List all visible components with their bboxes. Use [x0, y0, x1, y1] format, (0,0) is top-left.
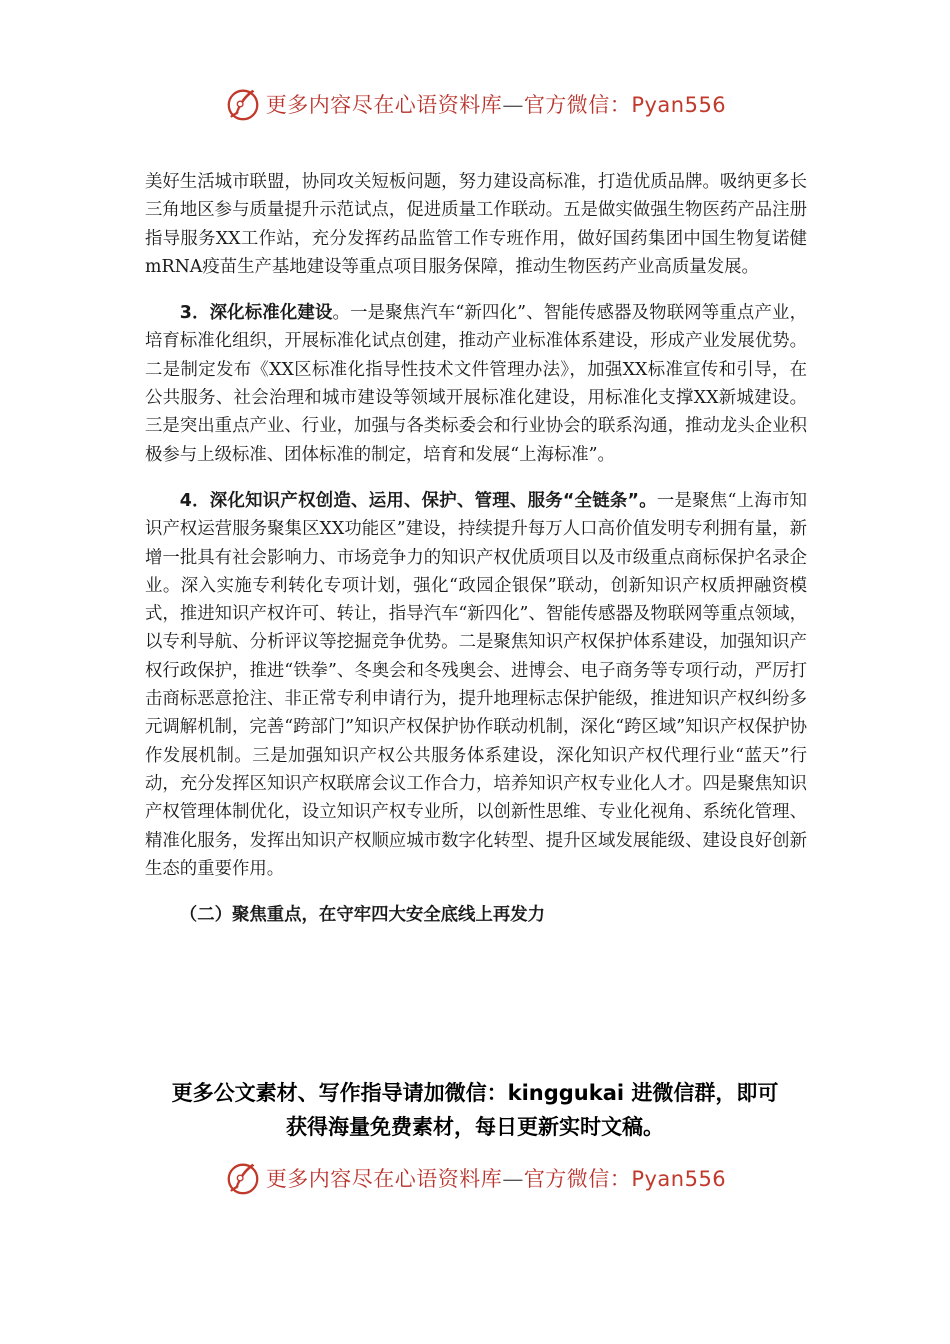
wechat-id: Pyan556: [631, 1167, 727, 1191]
paragraph-heading: 4．深化知识产权创造、运用、保护、管理、服务“全链条”。: [179, 490, 657, 511]
wechat-id: Pyan556: [631, 93, 727, 117]
paragraph-quality: 美好生活城市联盟，协同攻关短板问题，努力建设高标准，打造优质品牌。吸纳更多长三角地区参与质量提升示范试点，促进质量工作联动。五是做实做强生物医药产品注册指导服务XX工作站，充分发挥药品监管工作专班作用，做好国药集团中国生物复诺健mRNA疫苗生产基地建设等重点项目服务保障，推动生物医药产业高质量发展。: [145, 172, 807, 277]
paragraph-heading: 3．深化标准化建设: [179, 303, 333, 324]
document-body: [145, 168, 807, 947]
official-label: 官方微信：: [523, 1167, 632, 1191]
banner-separator: —: [502, 93, 524, 117]
section-heading: （二）聚焦重点，在守牢四大安全底线上再发力: [179, 905, 546, 926]
brand-text: 更多内容尽在心语资料库: [265, 93, 503, 117]
header-banner-text: [266, 89, 726, 119]
promo-line-1: 更多公文素材、写作指导请加微信：kinggukai 进微信群，即可: [171, 1081, 779, 1105]
paragraph-text: 。一是聚焦汽车“新四化”、智能传感器及物联网等重点产业，培育标准化组织，开展标准化试点创建，推动产业标准体系建设，形成产业发展优势。二是制定发布《XX区标准化指导性技术文件管理办法》，加强XX标准宣传和引导，在公共服务、社会治理和城市建设等领域开展标准化建设，用标准化支撑XX新城建设。三是突出重点产业、行业，加强与各类标委会和行业协会的联系沟通，推动龙头企业积极参与上级标准、团体标准的制定，培育和发展“上海标准”。: [145, 303, 807, 465]
header-banner: [0, 84, 950, 124]
footer-banner: [0, 1158, 950, 1198]
banner-separator: —: [502, 1167, 524, 1191]
footer-banner-text: [266, 1163, 726, 1193]
feather-quill-logo-icon: [224, 1159, 262, 1197]
promo-notice: [0, 1076, 950, 1144]
official-label: 官方微信：: [523, 93, 632, 117]
paragraph-text: 一是聚焦“上海市知识产权运营服务聚集区XX功能区”建设，持续提升每万人口高价值发明专利拥有量，新增一批具有社会影响力、市场竞争力的知识产权优质项目以及市级重点商标保护名录企业。深入实施专利转化专项计划，强化“政园企银保”联动，创新知识产权质押融资模式，推进知识产权许可、转让，指导汽车“新四化”、智能传感器及物联网等重点领域，以专利导航、分析评议等挖掘竞争优势。二是聚焦知识产权保护体系建设，加强知识产权行政保护，推进“铁拳”、冬奥会和冬残奥会、进博会、电子商务等专项行动，严厉打击商标恶意抢注、非正常专利申请行为，提升地理标志保护能级，推进知识产权纠纷多元调解机制，完善“跨部门”知识产权保护协作联动机制，深化“跨区域”知识产权保护协作发展机制。三是加强知识产权公共服务体系建设，深化知识产权代理行业“蓝天”行动，充分发挥区知识产权联席会议工作合力，培养知识产权专业化人才。四是聚焦知识产权管理体制优化，设立知识产权专业所，以创新性思维、专业化视角、系统化管理、精准化服务，发挥出知识产权顺应城市数字化转型、提升区域发展能级、建设良好创新生态的重要作用。: [145, 490, 807, 879]
feather-quill-logo-icon: [224, 85, 262, 123]
paragraph-ip: [145, 487, 807, 883]
promo-line-2: 获得海量免费素材，每日更新实时文稿。: [286, 1115, 664, 1139]
paragraph-standardization: [145, 299, 807, 469]
brand-text: 更多内容尽在心语资料库: [265, 1167, 503, 1191]
